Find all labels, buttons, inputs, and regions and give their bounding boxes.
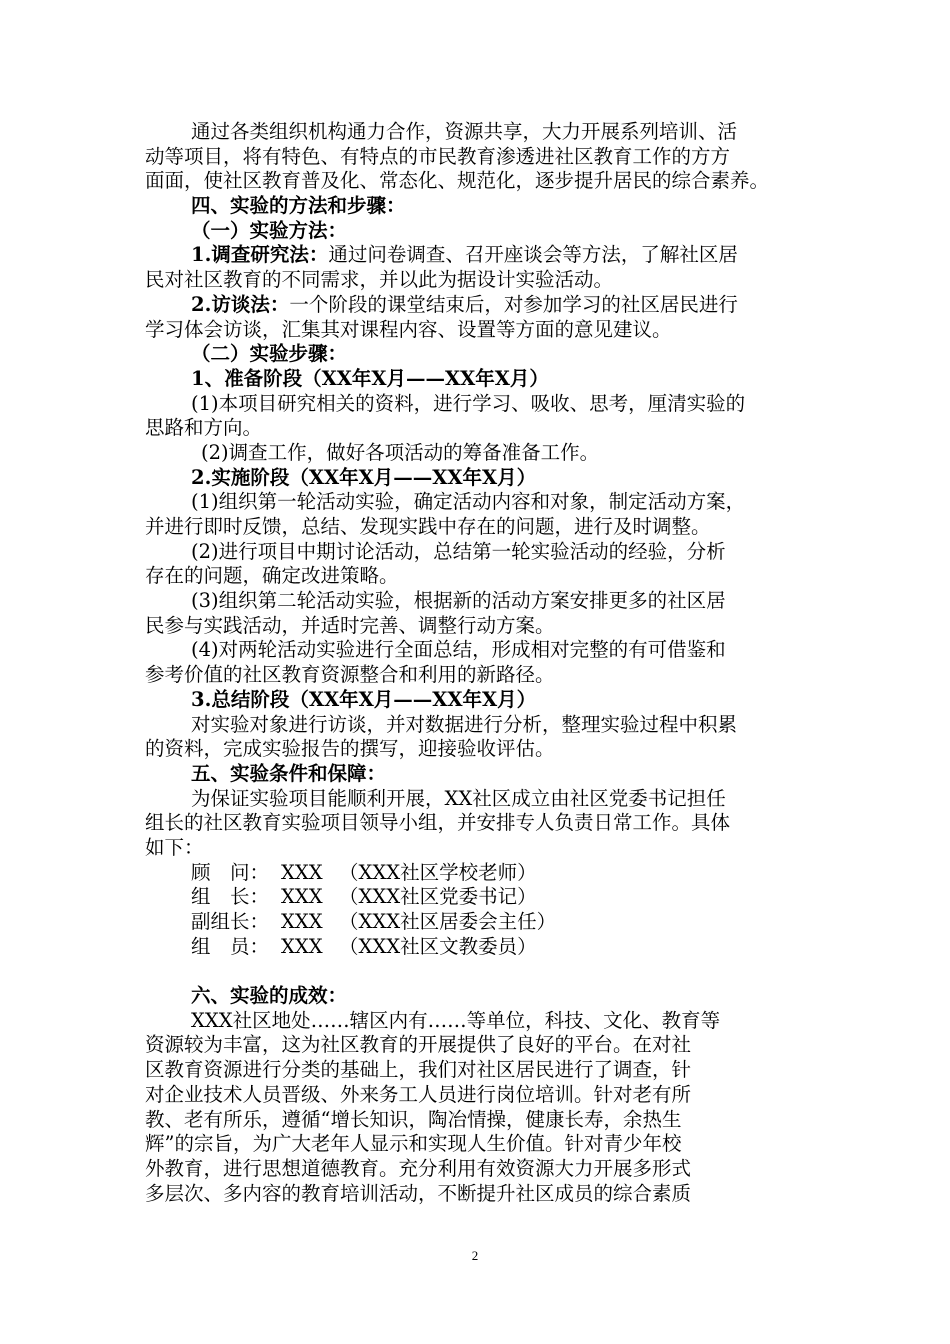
paragraph-line: XXX社区地处……辖区内有……等单位，科技、文化、教育等 bbox=[191, 1008, 721, 1032]
paragraph-line: 外教育，进行思想道德教育。充分利用有效资源大力开展多形式 bbox=[145, 1156, 692, 1180]
subsection-heading-methods: （一）实验方法： bbox=[191, 218, 348, 242]
stage-heading-implement: 2.实施阶段（XX年X月——XX年X月） bbox=[191, 465, 537, 489]
paragraph-line: 如下： bbox=[145, 835, 204, 859]
stage-heading-summary: 3.总结阶段（XX年X月——XX年X月） bbox=[191, 687, 537, 711]
stage-heading-prepare: 1、准备阶段（XX年X月——XX年X月） bbox=[191, 366, 549, 390]
paragraph-line: (1)组织第一轮活动实验，确定活动内容和对象，制定活动方案， bbox=[191, 490, 746, 514]
paragraph-line: (4)对两轮活动实验进行全面总结，形成相对完整的有可借鉴和 bbox=[191, 638, 726, 662]
paragraph-line: 民参与实践活动，并适时完善、调整行动方案。 bbox=[145, 613, 555, 637]
staff-row bbox=[145, 861, 810, 886]
paragraph-line: 学习体会访谈，汇集其对课程内容、设置等方面的意见建议。 bbox=[145, 317, 672, 341]
paragraph-line: 动等项目，将有特色、有特点的市民教育渗透进社区教育工作的方方 bbox=[145, 144, 731, 168]
page-body bbox=[145, 120, 810, 1206]
staff-name: XXX bbox=[281, 934, 323, 958]
paragraph-line: 通过各类组织机构通力合作，资源共享，大力开展系列培训、活 bbox=[191, 120, 738, 143]
staff-name: XXX bbox=[281, 910, 323, 933]
staff-name: XXX bbox=[281, 885, 323, 909]
staff-role: 组 员： bbox=[191, 934, 270, 958]
paragraph-line: 教、老有所乐，遵循“增长知识，陶冶情操，健康长寿，余热生 bbox=[145, 1107, 682, 1131]
staff-org: （XXX社区党委书记） bbox=[339, 885, 537, 909]
paragraph-line: 对企业技术人员晋级、外来务工人员进行岗位培训。针对老有所 bbox=[145, 1082, 692, 1106]
paragraph-line: 存在的问题，确定改进策略。 bbox=[145, 564, 399, 588]
paragraph-line: 资源较为丰富，这为社区教育的开展提供了良好的平台。在对社 bbox=[145, 1033, 692, 1057]
blank-line bbox=[145, 959, 810, 984]
staff-org: （XXX社区居委会主任） bbox=[339, 910, 557, 933]
section-heading-6: 六、实验的成效： bbox=[191, 984, 348, 1008]
method-label-interview: 2.访谈法： bbox=[191, 292, 290, 316]
section-heading-4: 四、实验的方法和步骤： bbox=[191, 194, 406, 218]
method-label-survey: 1.调查研究法： bbox=[191, 243, 329, 267]
staff-name: XXX bbox=[281, 860, 323, 884]
paragraph-line: 思路和方向。 bbox=[145, 416, 263, 440]
paragraph-line: 对实验对象进行访谈，并对数据进行分析，整理实验过程中积累 bbox=[191, 712, 738, 736]
paragraph-line: (1)本项目研究相关的资料，进行学习、吸收、思考，厘清实验的 bbox=[191, 391, 746, 415]
paragraph-line: 面面，使社区教育普及化、常态化、规范化，逐步提升居民的综合素养。 bbox=[145, 169, 770, 193]
paragraph-line: 组长的社区教育实验项目领导小组，并安排专人负责日常工作。具体 bbox=[145, 811, 731, 835]
paragraph-line: 的资料，完成实验报告的撰写，迎接验收评估。 bbox=[145, 737, 555, 761]
staff-role: 组 长： bbox=[191, 885, 270, 909]
paragraph-line: 为保证实验项目能顺利开展，XX社区成立由社区党委书记担任 bbox=[191, 786, 726, 810]
staff-org: （XXX社区学校老师） bbox=[339, 860, 537, 884]
paragraph-line bbox=[145, 243, 810, 268]
paragraph-line: 参考价值的社区教育资源整合和利用的新路径。 bbox=[145, 663, 555, 687]
staff-role: 副组长： bbox=[191, 910, 270, 933]
paragraph-line: 并进行即时反馈，总结、发现实践中存在的问题，进行及时调整。 bbox=[145, 515, 711, 538]
staff-row bbox=[145, 910, 810, 935]
staff-role: 顾 问： bbox=[191, 860, 270, 884]
paragraph-line: 区教育资源进行分类的基础上，我们对社区居民进行了调查，针 bbox=[145, 1058, 692, 1082]
staff-org: （XXX社区文教委员） bbox=[339, 934, 537, 958]
paragraph-line: (2)调查工作，做好各项活动的筹备准备工作。 bbox=[201, 440, 600, 464]
page-number: 2 bbox=[471, 1248, 479, 1263]
method-text: 一个阶段的课堂结束后，对参加学习的社区居民进行 bbox=[289, 292, 738, 316]
section-heading-5: 五、实验条件和保障： bbox=[191, 761, 387, 785]
paragraph-line: (3)组织第二轮活动实验，根据新的活动方案安排更多的社区居 bbox=[191, 589, 726, 613]
paragraph-line: 辉”的宗旨，为广大老年人显示和实现人生价值。针对青少年校 bbox=[145, 1132, 682, 1156]
paragraph-line: 民对社区教育的不同需求，并以此为据设计实验活动。 bbox=[145, 268, 614, 292]
paragraph-line: (2)进行项目中期讨论活动，总结第一轮实验活动的经验，分析 bbox=[191, 539, 726, 563]
subsection-heading-steps: （二）实验步骤： bbox=[191, 342, 348, 366]
staff-row bbox=[145, 935, 810, 960]
paragraph-line: 多层次、多内容的教育培训活动，不断提升社区成员的综合素质 bbox=[145, 1181, 692, 1205]
method-text: 通过问卷调查、召开座谈会等方法，了解社区居 bbox=[328, 243, 738, 267]
staff-row bbox=[145, 885, 810, 910]
paragraph-line bbox=[145, 293, 810, 318]
